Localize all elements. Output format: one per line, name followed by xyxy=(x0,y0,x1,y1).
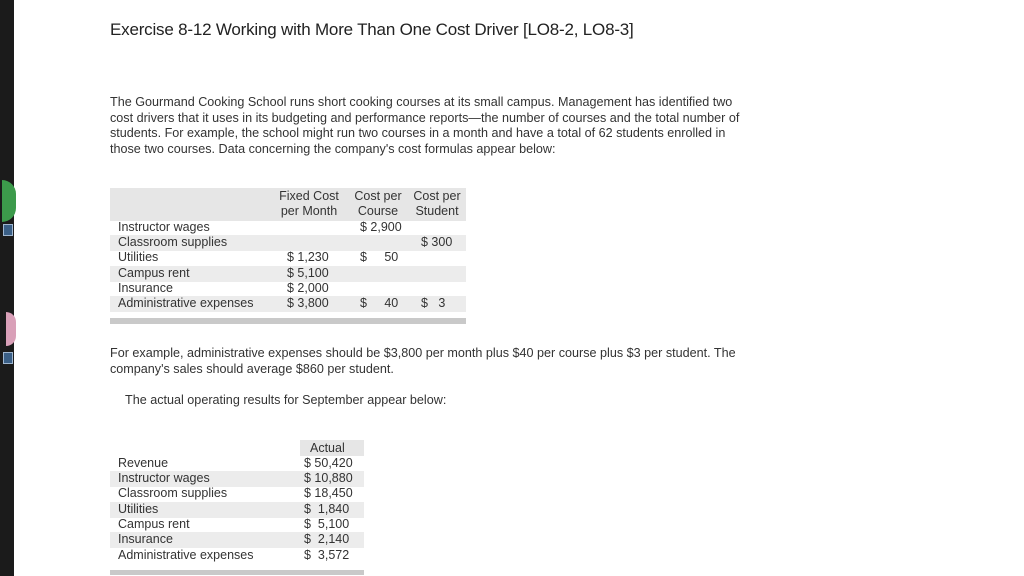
table-bottom-border xyxy=(110,570,364,575)
table-row: Utilities $ 1,230 $ 50 xyxy=(118,250,399,264)
table-row: Campus rent $ 5,100 xyxy=(118,517,350,531)
bookmark-icon[interactable] xyxy=(3,224,13,236)
fixed-cost-header: Fixed Cost per Month xyxy=(279,189,339,218)
table-row: Insurance $ 2,140 xyxy=(110,532,364,548)
table-bottom-border xyxy=(110,318,466,324)
table-row: Insurance $ 2,000 xyxy=(118,281,329,295)
pink-tab-icon xyxy=(6,312,16,346)
exercise-title: Exercise 8-12 Working with More Than One Cost Driver [LO8-2, LO8-3] xyxy=(110,20,634,39)
cost-formula-table xyxy=(110,188,466,324)
table-row: Revenue $ 50,420 xyxy=(118,456,353,470)
actual-results-intro: The actual operating results for September appear below: xyxy=(125,393,447,407)
bookmark-icon[interactable] xyxy=(3,352,13,364)
cost-per-student-header: Cost per Student xyxy=(413,189,461,218)
table-row: Administrative expenses $ 3,572 xyxy=(118,548,350,562)
intro-paragraph: The Gourmand Cooking School runs short cooking courses at its small campus. Management has identified two cost drivers that it uses in its budgeting and performance reports—the number of courses and the total number of students. For example, the school might run two courses in a month and have a total of 62 students enrolled in those two courses. Data concerning the company's cost formulas appear below: xyxy=(110,95,740,156)
left-dark-strip xyxy=(0,0,14,576)
cost-per-course-header: Cost per Course xyxy=(354,189,402,218)
table-row: Utilities $ 1,840 xyxy=(110,502,364,518)
table-row: Classroom supplies $ 300 xyxy=(110,235,466,251)
table-row: Campus rent $ 5,100 xyxy=(110,266,466,282)
example-paragraph: For example, administrative expenses should be $3,800 per month plus $40 per course plus $3 per student. The company's sales should average $860 per student. xyxy=(110,346,736,376)
actual-header: Actual xyxy=(310,441,345,455)
table-row: Classroom supplies $ 18,450 xyxy=(118,486,353,500)
table-row: Instructor wages $ 2,900 xyxy=(118,220,402,234)
actual-results-table xyxy=(110,440,364,576)
green-tab-icon xyxy=(2,180,16,222)
table-row: Instructor wages $ 10,880 xyxy=(110,471,364,487)
table-row: Administrative expenses $ 3,800 $ 40 $ 3 xyxy=(110,296,466,312)
